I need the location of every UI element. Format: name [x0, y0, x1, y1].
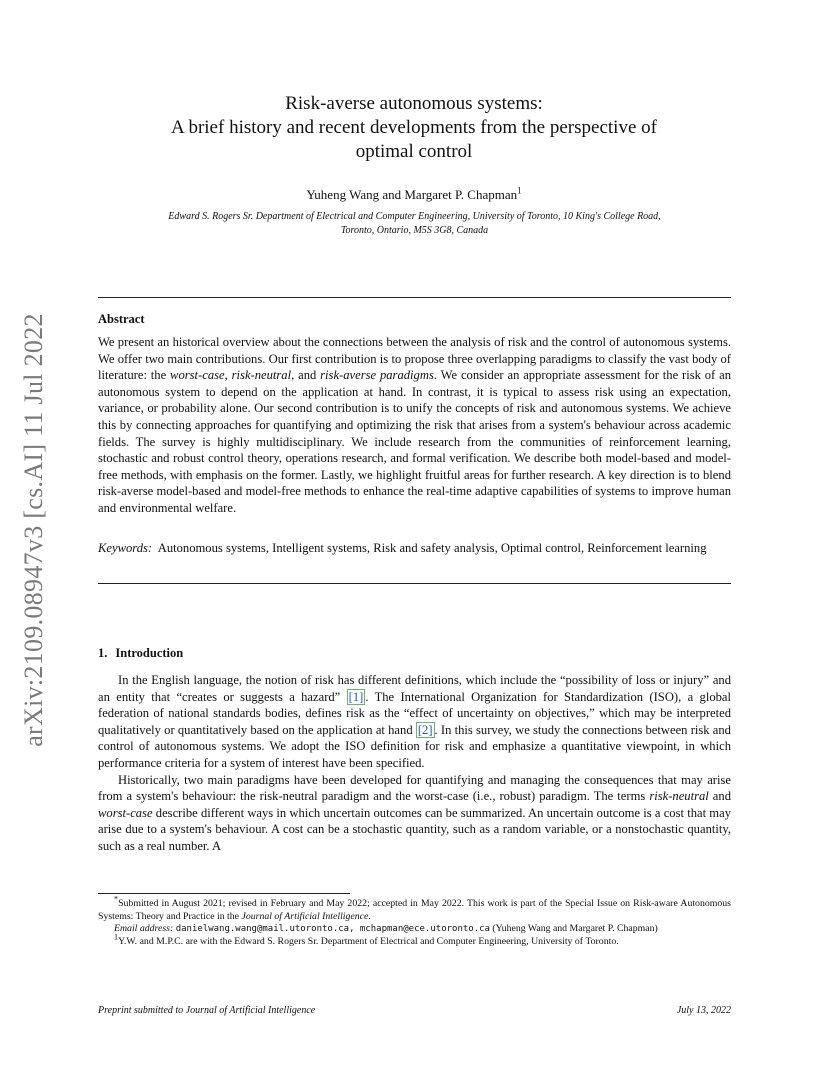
intro-p2-em-worst-case: worst-case: [98, 805, 153, 820]
footnote-star: [98, 894, 731, 923]
intro-p2-text-b: and: [708, 789, 731, 804]
citation-link-2[interactable]: [2]: [417, 722, 433, 737]
abstract-part-2: ,: [224, 368, 232, 383]
keywords-text: Autonomous systems, Intelligent systems, Risk and safety analysis, Optimal control, Reinforcement learning: [157, 541, 707, 555]
abstract-part-3: , and: [291, 368, 321, 383]
email-addresses[interactable]: danielwang.wang@mail.utoronto.ca, mchapman@ece.utoronto.ca: [175, 924, 490, 935]
intro-paragraph-1: [98, 672, 731, 772]
paper-title: [0, 92, 828, 164]
title-line-1: Risk-averse autonomous systems:: [285, 93, 543, 114]
affiliation: [98, 210, 731, 238]
footnote-one-text: Y.W. and M.P.C. are with the Edward S. Rogers Sr. Department of Electrical and Computer Engineering, University of Toronto.: [118, 935, 619, 947]
abstract-heading: Abstract: [98, 312, 145, 326]
footnote-email: [98, 923, 731, 936]
footer-date: July 13, 2022: [676, 1005, 731, 1016]
footer-left: Preprint submitted to Journal of Artificial Intelligence: [98, 1005, 316, 1016]
email-label: Email address:: [114, 923, 174, 935]
affiliation-line-1: Edward S. Rogers Sr. Department of Electrical and Computer Engineering, University of Toronto, 10 King's College Road,: [168, 211, 661, 222]
intro-paragraph-2: [98, 772, 731, 855]
abstract-em-risk-neutral: risk-neutral: [231, 368, 292, 383]
section-heading: [98, 646, 183, 661]
abstract-part-4: . We consider an appropriate assessment for the risk of an autonomous system to depend on the application at hand. In contrast, it is typical to assess risk using an expectation, variance, or probability alone. Our second contribution is to unify the concepts of risk and autonomous systems. We achieve this by connecting approaches for quantifying and optimizing the risk that arises from a system's behaviour across academic fields. The survey is highly multidisciplinary. We include research from the communities of reinforcement learning, stochastic and robust control theory, operations research, and formal verification. We describe both model-based and model-free methods, with emphasis on the former. Lastly, we highlight fruitful areas for further research. A key direction is to blend risk-averse model-based and model-free methods to enhance the real-time adaptive capabilities of systems to improve human and environmental welfare.: [98, 368, 731, 515]
affiliation-line-2: Toronto, Ontario, M5S 3G8, Canada: [340, 225, 489, 236]
footnote-rule: [98, 893, 350, 894]
abstract-part-1: We present an historical overview about the connections between the analysis of risk and the control of autonomous systems. We offer two main contributions. Our first contribution is to propose three overlapping paradigms to classify the vast body of literature: the: [98, 335, 731, 383]
intro-p1-text-b: . The International Organization for Standardization (ISO), a global federation of national standards bodies, defines risk as the “effect of uncertainty on objectives,” which may be interpreted qualitatively or quantitatively based on the application at hand: [98, 689, 731, 737]
top-divider: [98, 297, 731, 298]
title-line-3: optimal control: [355, 141, 473, 162]
section-number: 1.: [98, 646, 108, 660]
introduction-body: [98, 672, 731, 855]
footnote-star-text-b: .: [368, 910, 371, 922]
abstract-text: [98, 334, 731, 517]
intro-p2-text-a: Historically, two main paradigms have been developed for quantifying and managing the consequences that may arise from a system's behaviour: the risk-neutral paradigm and the worst-case (i.e., robust) paradigm. The terms: [98, 772, 731, 804]
abstract-em-risk-averse: risk-averse paradigms: [320, 368, 434, 383]
arxiv-id-text: arXiv:2109.08947v3 [cs.AI] 11 Jul 2022: [19, 313, 48, 747]
footnote-journal-name: Journal of Artificial Intelligence: [241, 910, 369, 922]
intro-p2-text-c: describe different ways in which uncertain outcomes can be summarized. An uncertain outcome is a cost that may arise due to a system's behaviour. A cost can be a stochastic quantity, such as a random variable, or a nonstochastic quantity, such as a real number. A: [98, 805, 731, 853]
citation-link-1[interactable]: [1]: [348, 689, 364, 704]
intro-p1-text-a: In the English language, the notion of risk has different definitions, which include the “possibility of loss or injury” and an entity that “creates or suggests a hazard”: [98, 673, 731, 704]
intro-p1-text-c: . In this survey, we study the connections between risk and control of autonomous systems. We adopt the ISO definition for risk and emphasize a quantitative viewpoint, in which performance criteria for a system of interest have been specified.: [98, 722, 731, 770]
page-footer: [98, 1005, 731, 1016]
footnote-star-mark: *: [114, 894, 119, 904]
arxiv-sidebar-stamp: [18, 295, 50, 765]
footnote-one: [98, 932, 731, 949]
intro-p2-em-risk-neutral: risk-neutral: [649, 789, 709, 804]
abstract-em-worst-case: worst-case: [170, 368, 225, 383]
footnotes: [98, 894, 731, 948]
keywords-label: Keywords:: [98, 541, 153, 555]
author-list: [0, 187, 828, 203]
footnote-star-text-a: Submitted in August 2021; revised in February and May 2022; accepted in May 2022. This work is part of the Special Issue on Risk-aware Autonomous Systems: Theory and Practice in the: [98, 898, 731, 922]
author-names: Yuheng Wang and Margaret P. Chapman: [306, 187, 518, 202]
footnote-one-mark: 1: [114, 932, 119, 942]
bottom-divider: [98, 583, 731, 584]
author-footnote-mark: 1: [517, 185, 522, 196]
keywords: [98, 540, 731, 557]
section-title: Introduction: [115, 646, 184, 660]
title-line-2: A brief history and recent developments from the perspective of: [171, 117, 657, 138]
email-names: (Yuheng Wang and Margaret P. Chapman): [489, 923, 658, 935]
